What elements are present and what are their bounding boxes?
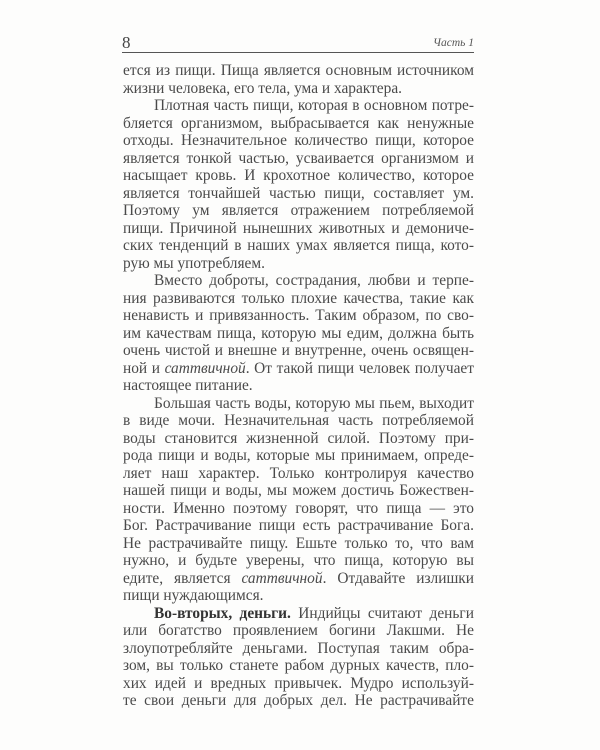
text-segment: Вместо доброты, сострадания, любви и терпе- [154,272,474,289]
text-line [123,290,474,308]
text-line [123,692,474,710]
text-line [123,80,474,98]
text-line [123,132,474,150]
text-line [123,115,474,133]
text-segment: ется из пищи. Пища является основным источником [123,62,474,79]
text-segment: Поэтому ум является отражением потребляемой [123,202,474,219]
text-segment: ляет наш характер. Только контролируя качество [123,464,474,482]
text-line [123,167,474,185]
text-line [123,482,474,500]
text-line [123,325,474,343]
text-line [123,97,474,115]
text-segment: нужно, и будьте уверены, что пища, которую вы [123,552,474,569]
paragraph [123,272,474,395]
paragraph [123,62,474,97]
text-line [123,237,474,255]
text-segment: им качествам пища, которую мы едим, должна быть [123,324,474,342]
text-segment: насыщает кровь. И крохотное количество, которое [123,167,474,184]
text-line [123,360,474,378]
text-segment: Плотная часть пищи, которая в основном потре- [154,97,474,114]
text-segment: злоупотребляйте деньгами. Поступая таким обра- [123,639,474,657]
text-segment: является тончайшей частью пищи, составляет ум. [123,184,474,202]
page-number: 8 [122,33,131,52]
italic-term: саттвичной [241,569,323,587]
text-segment: Большая часть воды, которую мы пьем, выходит [154,394,474,412]
text-segment: ских тенденций в наших умах является пища, кото- [123,237,474,254]
text-line [123,150,474,168]
text-segment: очень чистой и внешне и внутренне, очень освящен- [123,342,474,359]
text-segment: зом, вы только станете рабом дурных качеств, пло- [123,657,474,674]
text-segment: бляется организмом, выбрасывается как ненужные [123,114,474,132]
text-line [123,517,474,535]
text-line [123,220,474,238]
paragraph [123,97,474,272]
text-line [123,465,474,483]
page-body-text [123,62,474,710]
text-line [123,377,474,395]
text-segment: едите, является [123,569,242,587]
text-segment: пищи нуждающимся. [123,587,264,604]
text-line [123,62,474,80]
text-line [123,272,474,290]
text-line [123,412,474,430]
text-segment: пищи. Причиной нынешних животных и демониче- [123,219,474,237]
text-segment: Не растрачивайте пищу. Ешьте только то, что вам [123,534,474,552]
text-line [123,657,474,675]
text-line [123,447,474,465]
text-segment: . От такой пищи человек получает [245,359,474,377]
text-line [123,395,474,413]
paragraph [123,605,474,710]
text-segment: отходы. Незначительное количество пищи, которое [123,132,474,149]
text-line [123,500,474,518]
running-title: Часть 1 [433,37,474,49]
text-segment: является тонкой частью, усваивается организмом и [123,149,474,167]
text-line [123,605,474,623]
text-line [123,430,474,448]
text-segment: Индийцы считают деньги [290,604,474,622]
text-line [123,570,474,588]
page-header [122,33,474,53]
text-line [123,535,474,553]
text-line [123,307,474,325]
text-line [123,552,474,570]
italic-term: саттвичной [164,359,246,377]
text-segment: или богатство проявлением богини Лакшми. Не [123,622,474,639]
paragraph [123,395,474,605]
text-line [123,640,474,658]
text-line [123,675,474,693]
text-segment: хих идей и вредных привычек. Мудро используй- [123,674,474,692]
text-segment: Бог. Растрачивание пищи есть растрачивание Бога. [123,517,474,534]
text-segment: воды становится жизненной силой. Поэтому при- [123,429,474,447]
text-line [123,587,474,605]
text-segment: настоящее питание. [123,377,253,394]
text-line [123,185,474,203]
text-line [123,622,474,640]
text-segment: ной и [123,359,165,377]
bold-heading: Во-вторых, деньги. [154,604,291,622]
text-segment: в виде мочи. Незначительная часть потребляемой [123,412,474,429]
text-segment: ности. Именно поэтому говорят, что пища — это [123,499,474,517]
text-line [123,202,474,220]
text-segment: рую мы употребляем. [123,254,265,272]
text-segment: ния развиваются только плохие качества, такие как [123,289,474,307]
text-segment: . Отдавайте излишки [322,569,475,587]
text-segment: ненависть и привязанность. Таким образом, по сво- [123,307,474,324]
text-segment: те свои деньги для добрых дел. Не растрачивайте [123,692,474,709]
text-segment: нашей пищи и воды, мы можем достичь Божествен- [123,482,474,499]
text-segment: жизни человека, его тела, ума и характера. [123,79,403,97]
text-line [123,342,474,360]
text-line [123,255,474,273]
text-segment: рода пищи и воды, которые мы принимаем, опреде- [123,447,474,464]
